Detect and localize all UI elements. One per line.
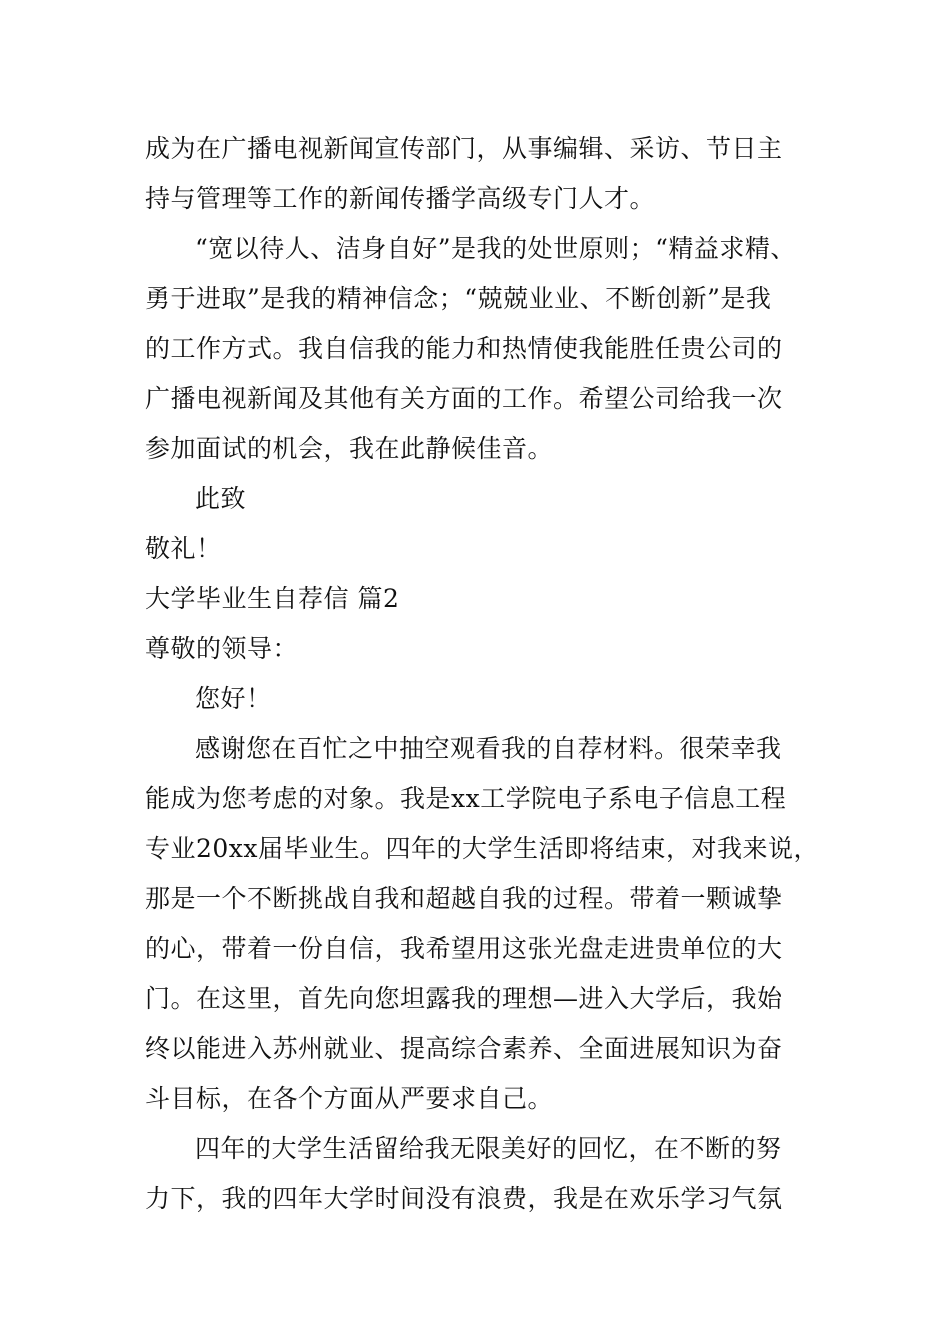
- text-line: 的心，带着一份自信，我希望用这张光盘走进贵单位的大: [145, 934, 783, 963]
- text-line: 力下，我的四年大学时间没有浪费，我是在欢乐学习气氛: [145, 1184, 783, 1213]
- text-line: 广播电视新闻及其他有关方面的工作。希望公司给我一次: [145, 384, 783, 413]
- text-line: 能成为您考虑的对象。我是xx工学院电子系电子信息工程: [145, 784, 787, 813]
- text-line: 参加面试的机会，我在此静候佳音。: [145, 434, 554, 463]
- text-line: 终以能进入苏州就业、提高综合素养、全面进展知识为奋: [145, 1034, 783, 1063]
- greeting-line: 您好！: [195, 684, 272, 713]
- text-line: 勇于进取”是我的精神信念；“兢兢业业、不断创新”是我: [145, 284, 772, 313]
- paragraph-start-line: “宽以待人、洁身自好”是我的处世原则；“精益求精、: [195, 234, 796, 263]
- text-line: 门。在这里，首先向您坦露我的理想—进入大学后，我始: [145, 984, 783, 1013]
- letter-salutation: 尊敬的领导：: [145, 634, 299, 663]
- text-line: 持与管理等工作的新闻传播学高级专门人才。: [145, 184, 656, 213]
- closing-salutation: 此致: [195, 484, 247, 513]
- section-heading: 大学毕业生自荐信 篇2: [145, 584, 400, 613]
- paragraph-start-line: 感谢您在百忙之中抽空观看我的自荐材料。很荣幸我: [195, 734, 782, 763]
- text-line: 专业20xx届毕业生。四年的大学生活即将结束，对我来说，: [145, 834, 820, 863]
- text-line: 成为在广播电视新闻宣传部门，从事编辑、采访、节日主: [145, 134, 783, 163]
- text-line: 斗目标，在各个方面从严要求自己。: [145, 1084, 554, 1113]
- closing-regards: 敬礼！: [145, 534, 222, 563]
- paragraph-start-line: 四年的大学生活留给我无限美好的回忆，在不断的努: [195, 1134, 782, 1163]
- text-line: 的工作方式。我自信我的能力和热情使我能胜任贵公司的: [145, 334, 783, 363]
- text-line: 那是一个不断挑战自我和超越自我的过程。带着一颗诚挚: [145, 884, 783, 913]
